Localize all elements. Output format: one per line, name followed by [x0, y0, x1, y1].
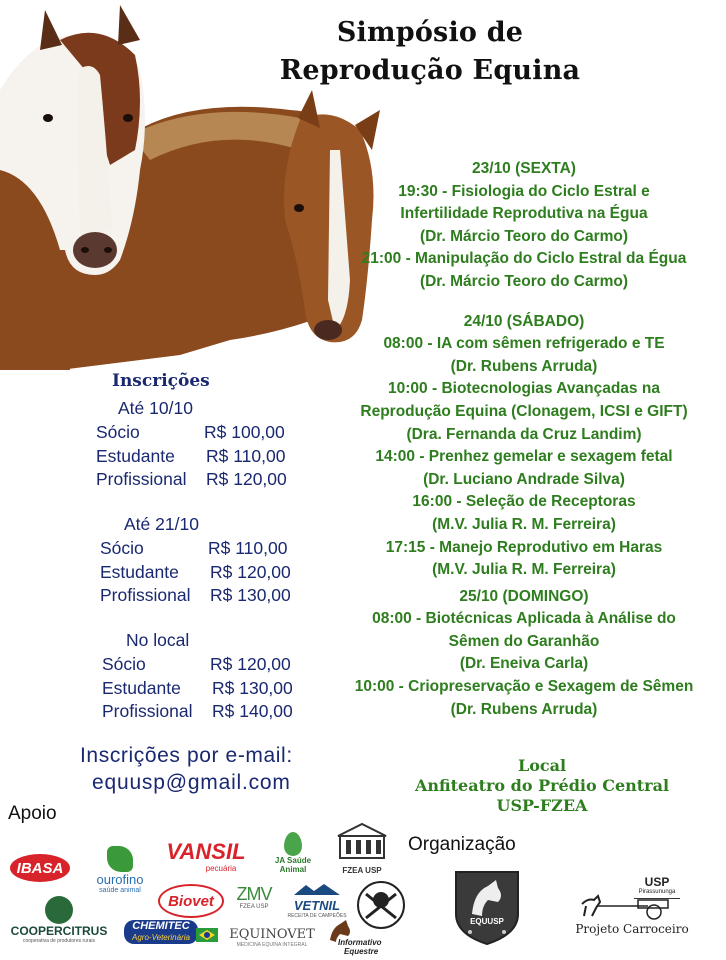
vetnil-logo: VETNIL RECEITA DE CAMPEÕES — [286, 880, 348, 916]
price-category: Profissional — [102, 701, 193, 721]
email-address[interactable]: equusp@gmail.com — [92, 771, 291, 794]
vetnil-mountain-icon — [292, 883, 342, 895]
biovet-logo: Biovet — [158, 884, 224, 918]
price-value: R$ 110,00 — [206, 445, 286, 466]
schedule-line: 19:30 - Fisiologia do Ciclo Estral e — [398, 182, 650, 200]
price-value: R$ 140,00 — [212, 701, 293, 721]
price-category: Estudante — [102, 677, 181, 698]
price-value: R$ 130,00 — [212, 677, 293, 698]
schedule-line: (Dra. Fernanda da Cruz Landim) — [406, 425, 642, 443]
venue-line-2: USP-FZEA — [496, 796, 588, 815]
schedule-line: 16:00 - Seleção de Receptoras — [412, 493, 636, 511]
inscricoes-prices — [0, 0, 330, 740]
price-category: Estudante — [96, 445, 175, 466]
price-category: Sócio — [102, 654, 146, 674]
ourofino-logo: ourofino saúde animal — [84, 846, 156, 902]
schedule-line: (M.V. Julia R. M. Ferreira) — [432, 515, 616, 533]
projeto-carroceiro-logo: USP Pirassununga Projeto Carroceiro — [575, 875, 689, 936]
schedule-day-heading: 23/10 (SEXTA) — [472, 160, 576, 177]
ibasa-logo: IBASA — [10, 854, 70, 882]
price-value: R$ 120,00 — [206, 469, 287, 489]
usp-pirassununga-badge: USP Pirassununga — [634, 876, 680, 899]
price-category: Sócio — [96, 422, 140, 442]
schedule-line: Reprodução Equina (Clonagem, ICSI e GIFT) — [360, 402, 688, 420]
coopercitrus-logo: COOPERCITRUS cooperativa de produtores rurais — [4, 896, 114, 946]
price-category: Profissional — [100, 585, 191, 605]
schedule-line: 14:00 - Prenhez gemelar e sexagem fetal — [375, 448, 673, 466]
price-category: Sócio — [100, 538, 144, 558]
title-line-2: Reprodução Equina — [279, 55, 581, 86]
zmv-logo: ZMV FZEA USP — [236, 884, 272, 910]
horse-cart-icon — [578, 894, 678, 920]
schedule-line: 10:00 - Biotecnologias Avançadas na — [388, 380, 660, 398]
equinovet-logo: EQUINOVET MEDICINA EQUINA INTEGRAL — [229, 927, 315, 948]
schedule-line: (Dr. Márcio Teoro do Carmo) — [419, 272, 629, 290]
vansil-logo: VANSIL pecuária — [166, 839, 246, 873]
informativo-equestre-logo: Informativo Equestre — [326, 920, 386, 956]
schedule-line: (Dr. Eneiva Carla) — [459, 655, 589, 673]
apoio-label: Apoio — [8, 803, 57, 824]
brazil-flag-icon — [196, 928, 218, 942]
coopercitrus-emblem-icon — [45, 896, 73, 924]
schedule-line: 17:15 - Manejo Reprodutivo em Haras — [385, 538, 663, 556]
venue — [372, 756, 712, 816]
schedule-line: Sêmen do Garanhão — [448, 632, 600, 650]
schedule-line: 08:00 - IA com sêmen refrigerado e TE — [383, 335, 665, 353]
schedule-line: (Dr. Márcio Teoro do Carmo) — [419, 227, 629, 245]
price-category: Estudante — [100, 561, 179, 582]
equusp-logo: EQUUSP — [452, 866, 522, 946]
schedule-spacer — [322, 294, 726, 311]
price-value: R$ 120,00 — [210, 654, 291, 674]
price-value: R$ 110,00 — [208, 538, 288, 558]
period-label: Até 10/10 — [118, 398, 193, 418]
price-value: R$ 130,00 — [210, 585, 291, 605]
schedule-line: Infertilidade Reprodutiva na Égua — [400, 205, 648, 223]
schedule-day-heading: 24/10 (SÁBADO) — [463, 312, 585, 330]
ja-drop-icon — [284, 832, 302, 856]
schedule-line: (Dr. Rubens Arruda) — [450, 357, 598, 375]
venue-line-1: Anfiteatro do Prédio Central — [414, 776, 670, 795]
schedule-line: 10:00 - Criopreservação e Sexagem de Sêmen — [354, 678, 694, 696]
ja-saude-logo: JA Saúde Animal — [262, 832, 324, 874]
price-category: Profissional — [96, 469, 187, 489]
schedule — [322, 158, 726, 721]
price-value: R$ 120,00 — [210, 561, 291, 582]
schedule-line: (Dr. Rubens Arruda) — [450, 700, 598, 718]
schedule-line: (M.V. Julia R. M. Ferreira) — [432, 561, 616, 579]
venue-label: Local — [517, 756, 567, 775]
fzea-building-icon — [334, 822, 390, 862]
schedule-line: (Dr. Luciano Andrade Silva) — [423, 470, 625, 488]
schedule-day-heading: 25/10 (DOMINGO) — [459, 587, 589, 605]
equusp-shield-icon — [452, 866, 522, 946]
ourofino-leaf-icon — [107, 846, 133, 872]
title-line-1: Simpósio de — [336, 17, 524, 48]
schedule-line: 08:00 - Biotécnicas Aplicada à Análise do — [372, 610, 676, 628]
email-label: Inscrições por e-mail: — [80, 744, 293, 767]
organizacao-label: Organização — [408, 834, 516, 855]
price-value: R$ 100,00 — [204, 422, 285, 442]
period-label: No local — [126, 630, 190, 650]
chemitec-logo: CHEMITEC Agro-Veterinária — [124, 920, 198, 944]
inscricoes-title: Inscrições — [112, 371, 210, 391]
fzea-usp-logo: FZEA USP — [334, 822, 390, 874]
period-label: Até 21/10 — [124, 514, 199, 534]
schedule-line: 21:00 - Manipulação do Ciclo Estral da Égua — [361, 250, 687, 268]
